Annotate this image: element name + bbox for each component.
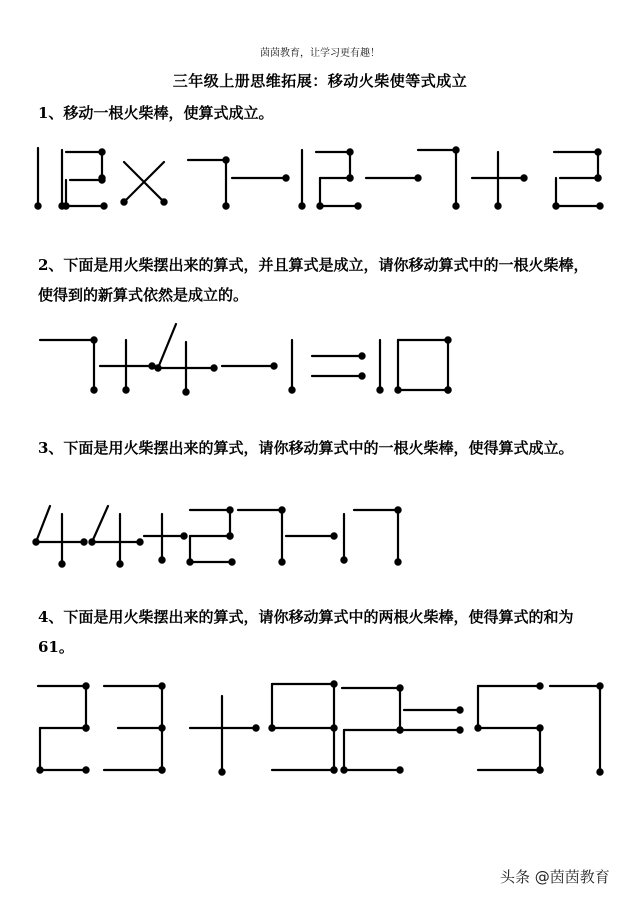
- matchstick-head: [35, 203, 40, 208]
- matchstick-head: [299, 203, 304, 208]
- matchstick-head: [81, 539, 86, 544]
- matchstick-head: [377, 387, 382, 392]
- matchstick-head: [223, 203, 228, 208]
- matchstick-head: [597, 203, 602, 208]
- matchstick-head: [117, 561, 122, 566]
- matchstick-head: [495, 203, 500, 208]
- matchstick-head: [253, 725, 258, 730]
- matchsticks: [37, 681, 602, 774]
- matchstick-head: [211, 365, 216, 370]
- matchsticks: [33, 506, 400, 567]
- matchstick-head: [123, 387, 128, 392]
- matchstick-head: [91, 387, 96, 392]
- matchstick-head: [595, 175, 600, 180]
- matchstick-head: [341, 557, 346, 562]
- page-title: 三年级上册思维拓展：移动火柴使等式成立: [172, 72, 468, 90]
- matchstick-head: [159, 725, 164, 730]
- matchstick-head: [181, 533, 186, 538]
- matchstick-head: [227, 533, 232, 538]
- matchstick-equation-2: [0, 318, 640, 398]
- matchstick-equation-4: [0, 676, 640, 776]
- matchstick-equation-3: [0, 500, 640, 570]
- matchstick-head: [453, 203, 458, 208]
- question-1: 1、移动一根火柴棒，使算式成立。: [38, 104, 274, 122]
- matchstick-head: [229, 559, 234, 564]
- matchstick-head: [521, 175, 526, 180]
- matchstick-head: [279, 559, 284, 564]
- matchstick: [36, 506, 50, 542]
- matchstick-head: [99, 177, 104, 182]
- matchstick-head: [149, 363, 154, 368]
- matchstick-head: [121, 199, 126, 204]
- matchstick: [92, 506, 108, 542]
- matchstick-head: [359, 373, 364, 378]
- matchstick-head: [183, 389, 188, 394]
- matchstick-head: [597, 769, 602, 774]
- page-header: 茵茵教育，让学习更有趣！: [260, 48, 380, 59]
- matchstick-head: [347, 175, 352, 180]
- matchstick-head: [271, 363, 276, 368]
- matchsticks: [40, 324, 451, 395]
- question-2: 2、下面是用火柴摆出来的算式，并且算式是成立，请你移动算式中的一根火柴棒，使得到的新算式依然是成立的。: [38, 256, 589, 304]
- matchstick-head: [137, 539, 142, 544]
- matchstick-head: [355, 203, 360, 208]
- matchstick-head: [457, 727, 462, 732]
- question-3: 3、下面是用火柴摆出来的算式，请你移动算式中的一根火柴棒，使得算式成立。: [38, 439, 574, 457]
- matchstick-head: [83, 767, 88, 772]
- matchstick-head: [397, 767, 402, 772]
- matchstick-head: [83, 725, 88, 730]
- matchstick-equation-1: [0, 140, 640, 215]
- matchstick-head: [289, 387, 294, 392]
- matchstick: [158, 324, 176, 368]
- matchstick-head: [159, 557, 164, 562]
- matchstick-head: [331, 767, 336, 772]
- matchstick-head: [445, 387, 450, 392]
- matchstick-head: [219, 769, 224, 774]
- question-4: 4、下面是用火柴摆出来的算式，请你移动算式中的两根火柴棒，使得算式的和为 61。: [38, 608, 574, 656]
- matchstick-head: [395, 559, 400, 564]
- matchstick-head: [331, 533, 336, 538]
- matchstick-head: [457, 707, 462, 712]
- watermark: 头条 @茵茵教育: [500, 868, 610, 886]
- matchsticks: [35, 147, 602, 208]
- matchstick-head: [101, 203, 106, 208]
- matchstick-head: [537, 767, 542, 772]
- matchstick-head: [537, 683, 542, 688]
- matchstick-head: [159, 767, 164, 772]
- matchstick-head: [415, 175, 420, 180]
- matchstick-head: [397, 727, 402, 732]
- matchstick-head: [161, 199, 166, 204]
- matchstick-head: [59, 561, 64, 566]
- matchstick-head: [359, 353, 364, 358]
- matchstick-head: [283, 175, 288, 180]
